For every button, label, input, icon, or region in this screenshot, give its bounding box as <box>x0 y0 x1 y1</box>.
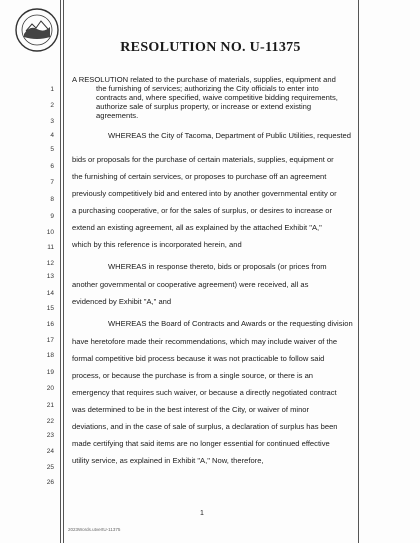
line-number: 9 <box>50 213 54 220</box>
paragraph-line: WHEREAS the City of Tacoma, Department of Public Utilities, requested <box>108 131 351 140</box>
paragraph-line: evidenced by Exhibit "A," and <box>72 297 172 306</box>
city-seal-icon <box>14 7 60 53</box>
left-margin-rule-inner <box>63 0 64 543</box>
line-number: 7 <box>50 179 54 186</box>
left-margin-rule <box>60 0 61 543</box>
paragraph-line: made certifying that said items are no longer essential for continued effective <box>72 439 330 448</box>
paragraph-line: process, or because the purchase is from a single source, or there is an <box>72 371 314 380</box>
page-number: 1 <box>200 510 204 517</box>
paragraph-line: extend an existing agreement, all as explained by the attached Exhibit "A," <box>72 223 322 232</box>
line-number: 20 <box>46 385 54 392</box>
line-number: 3 <box>50 118 54 125</box>
line-number: 1 <box>50 86 54 93</box>
line-number: 12 <box>46 260 54 267</box>
paragraph-line: which by this reference is incorporated herein, and <box>72 240 242 249</box>
line-number: 4 <box>50 132 54 139</box>
line-number: 23 <box>46 432 54 439</box>
line-number: 24 <box>46 448 54 455</box>
right-margin-rule <box>358 0 359 543</box>
page-title: RESOLUTION NO. U-11375 <box>120 40 301 55</box>
line-number: 6 <box>50 163 54 170</box>
line-number: 25 <box>46 464 54 471</box>
line-number: 17 <box>46 337 54 344</box>
preamble-line: A RESOLUTION related to the purchase of materials, supplies, equipment and <box>72 75 336 84</box>
paragraph-line: was determined to be in the best interest of the City, or waiver of minor <box>72 405 310 414</box>
paragraph-line: deviations, and in the case of sale of surplus, a declaration of surplus has been <box>72 422 338 431</box>
paragraph-line: utility service, as explained in Exhibit "A," Now, therefore, <box>72 456 264 465</box>
line-number: 18 <box>46 352 54 359</box>
line-number: 19 <box>46 369 54 376</box>
paragraph-line: bids or proposals for the purchase of certain materials, supplies, equipment or <box>72 155 334 164</box>
paragraph-line: a purchasing cooperative, or for the sales of surplus, or desires to increase or <box>72 206 333 215</box>
preamble-line: agreements. <box>96 111 139 120</box>
paragraph-line: previously competitively bid and entered into by another governmental entity or <box>72 189 337 198</box>
line-number: 8 <box>50 196 54 203</box>
line-number: 15 <box>46 305 54 312</box>
line-number: 22 <box>46 418 54 425</box>
line-number: 11 <box>47 244 54 251</box>
paragraph-line: the furnishing of certain services, or proposes to purchase off an agreement <box>72 172 327 181</box>
line-number: 10 <box>46 229 54 236</box>
preamble-line: contracts and, where specified, waive competitive bidding requirements, <box>96 93 338 102</box>
preamble-line: the furnishing of services; authorizing the City officials to enter into <box>96 84 319 93</box>
paragraph-line: WHEREAS the Board of Contracts and Awards or the requesting division <box>108 319 353 328</box>
line-number: 5 <box>50 146 54 153</box>
paragraph-line: formal competitive bid process because it was not practicable to follow said <box>72 354 325 363</box>
line-number: 14 <box>46 290 54 297</box>
paragraph-line: emergency that requires such waiver, or because a directly negotiated contract <box>72 388 337 397</box>
line-number: 13 <box>46 273 54 280</box>
line-number: 21 <box>46 402 54 409</box>
document-footer: 2023Words.utvertU-11375 <box>68 527 121 532</box>
paragraph-line: WHEREAS in response thereto, bids or proposals (or prices from <box>108 262 327 271</box>
paragraph-line: another governmental or cooperative agreement) were received, all as <box>72 280 309 289</box>
preamble-line: authorize sale of surplus property, or increase or extend existing <box>96 102 312 111</box>
line-number: 16 <box>46 321 54 328</box>
line-number: 26 <box>46 479 54 486</box>
line-number: 2 <box>50 102 54 109</box>
paragraph-line: have heretofore made their recommendations, which may include waiver of the <box>72 337 338 346</box>
